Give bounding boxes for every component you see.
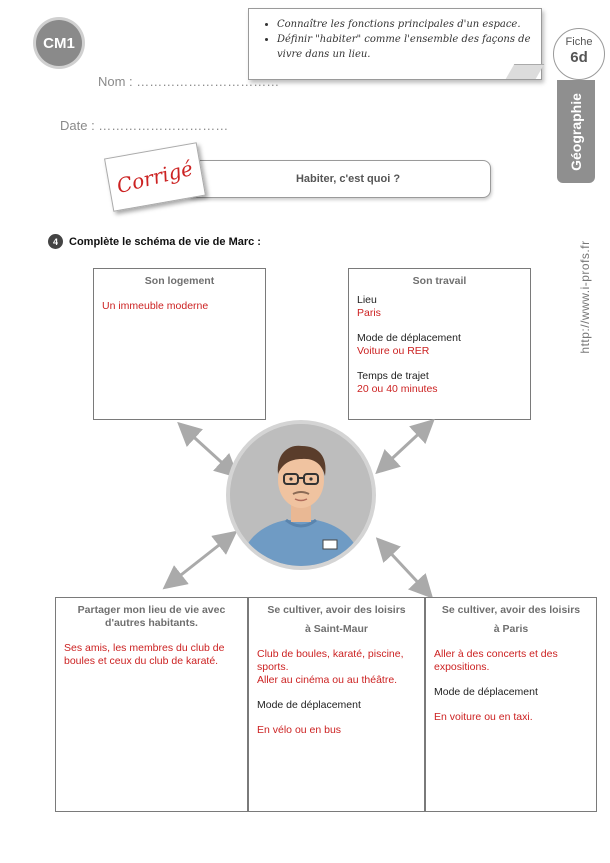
box-title: Se cultiver, avoir des loisirs <box>267 604 406 616</box>
name-field[interactable]: Nom : …………………………… <box>98 74 280 89</box>
field-label: Lieu <box>357 294 377 306</box>
corrige-label: Corrigé <box>114 155 196 199</box>
answer-text: En vélo ou en bus <box>257 724 342 736</box>
date-field[interactable]: Date : ………………………… <box>60 118 229 133</box>
arrow-loisirs <box>384 546 425 590</box>
level-badge: CM1 <box>36 20 82 66</box>
page-title: Habiter, c'est quoi ? <box>295 173 401 185</box>
exercise-number: 4 <box>48 234 63 249</box>
field-label: Mode de déplacement <box>357 332 461 344</box>
fiche-number: 6d <box>570 49 588 66</box>
answer-text: Un immeuble moderne <box>102 300 209 312</box>
box-subtitle: à Paris <box>493 623 529 635</box>
box-loisirs-paris <box>425 597 597 812</box>
answer-text: Paris <box>357 307 381 319</box>
answer-text: Ses amis, les membres du club de boules et ceux du club de karaté. <box>64 642 225 667</box>
answer-text: Club de boules, karaté, piscine, sports. <box>257 648 404 673</box>
instruction-text: Complète le schéma de vie de Marc : <box>69 235 261 248</box>
box-loisirs-saint-maur <box>248 597 425 812</box>
arrow-travail <box>384 427 426 466</box>
box-title: Se cultiver, avoir des loisirs <box>441 604 581 616</box>
answer-text: Aller au cinéma ou au théâtre. <box>257 674 398 686</box>
answer-text: Aller à des concerts et des expositions. <box>434 648 558 673</box>
site-url: http://www.i-profs.fr <box>578 240 592 354</box>
objective-item: • Connaître les fonctions principales d'un espace. <box>277 17 541 32</box>
person-illustration <box>230 424 372 566</box>
marc-portrait <box>226 420 376 570</box>
box-partager <box>55 597 248 812</box>
fiche-label: Fiche <box>565 36 593 48</box>
objective-item: • Définir "habiter" comme l'ensemble des façons de vivre dans un lieu. <box>277 32 541 62</box>
field-label: Mode de déplacement <box>434 686 538 698</box>
arrow-partager <box>172 538 228 582</box>
answer-text: En voiture ou en taxi. <box>434 711 533 723</box>
box-title: Partager mon lieu de vie avec d'autres habitants. <box>77 604 226 629</box>
box-title: Son logement <box>144 275 215 287</box>
subject-label: Géographie <box>568 92 585 171</box>
box-subtitle: à Saint-Maur <box>304 623 368 635</box>
arrow-logement <box>186 430 230 470</box>
answer-text: 20 ou 40 minutes <box>357 383 438 395</box>
answer-text: Voiture ou RER <box>357 345 430 357</box>
field-label: Mode de déplacement <box>257 699 361 711</box>
box-title: Son travail <box>412 275 467 287</box>
field-label: Temps de trajet <box>357 370 429 382</box>
